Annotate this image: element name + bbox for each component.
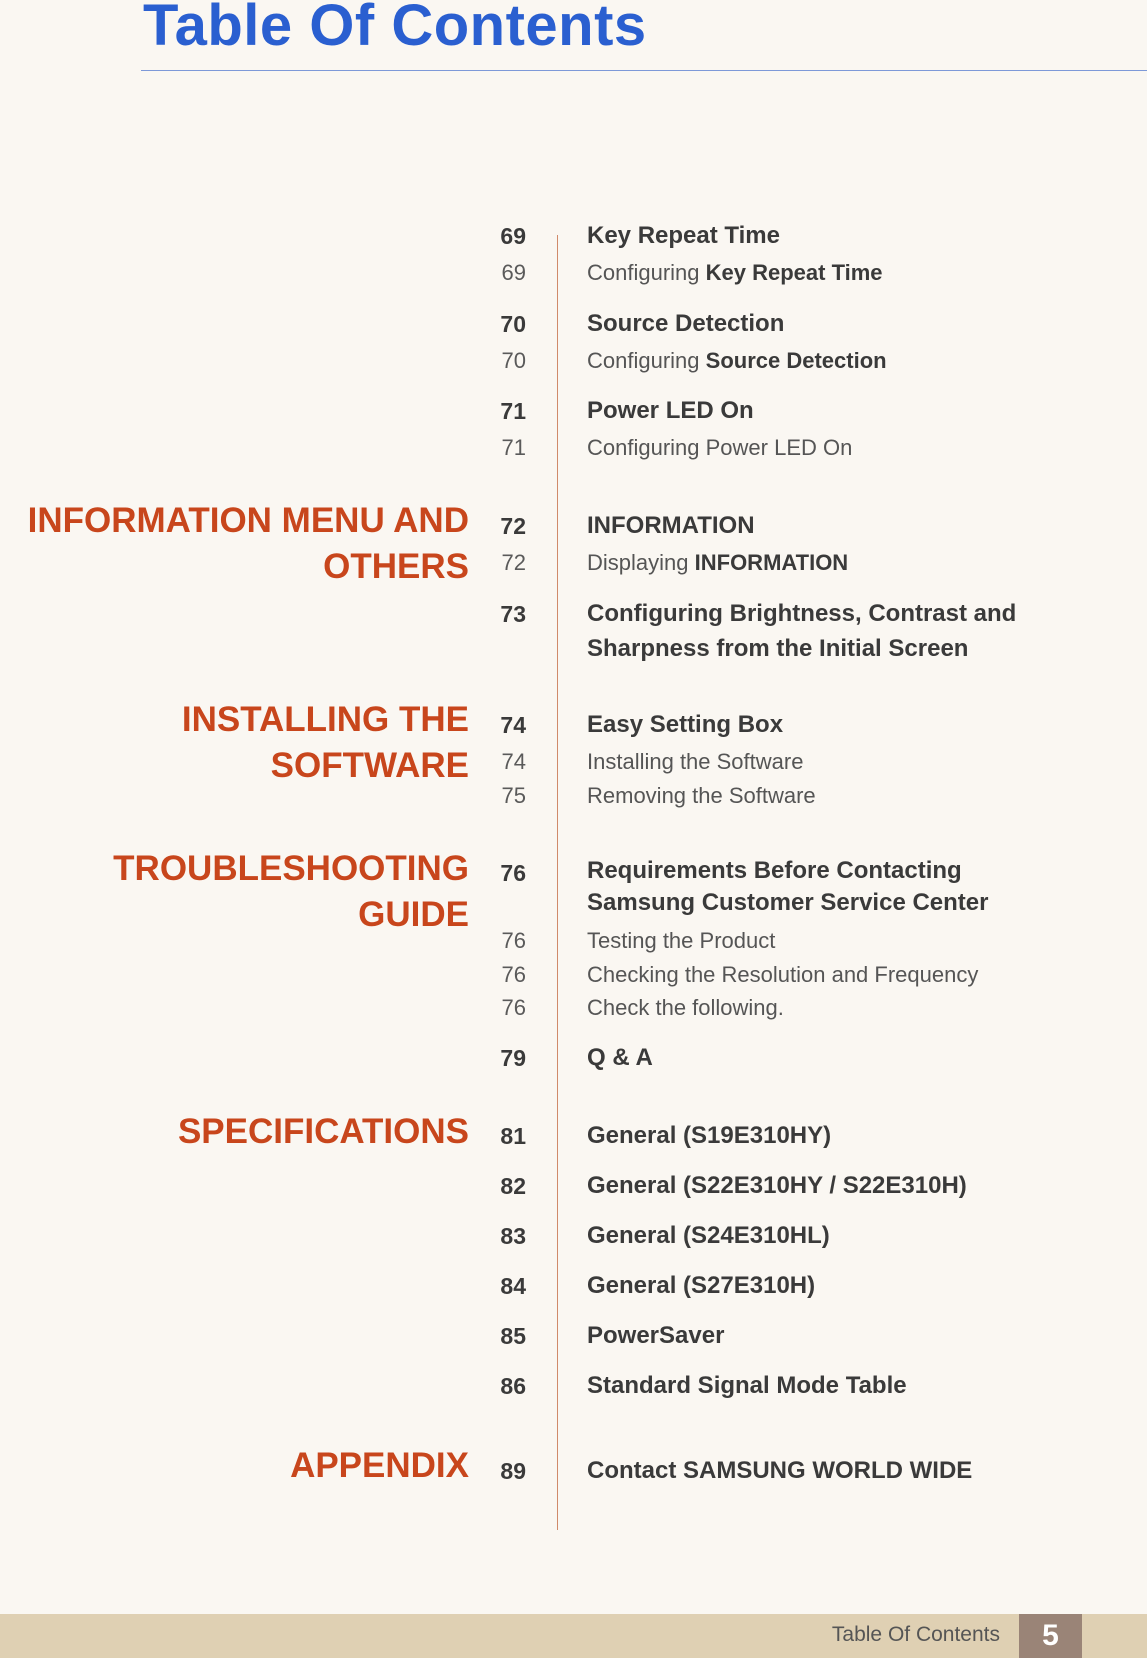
entry-prefix: Displaying (587, 550, 689, 575)
section-line: INFORMATION MENU AND (27, 501, 469, 540)
section-appendix[interactable] (290, 1443, 469, 1489)
entry-bold: INFORMATION (694, 550, 849, 575)
page-number: 76 (501, 995, 526, 1020)
page-number: 85 (500, 1323, 526, 1349)
entry-bold: Source Detection (705, 348, 887, 373)
toc-subentry-configuring-power-led-on[interactable]: Configuring Power LED On (587, 435, 853, 460)
page-number: 84 (500, 1273, 526, 1299)
toc-subentry-check-following[interactable]: Check the following. (587, 995, 784, 1020)
page-number: 72 (501, 550, 526, 575)
footer-label: Table Of Contents (831, 1623, 1000, 1646)
section-information-menu[interactable] (28, 498, 469, 590)
page-number: 76 (500, 860, 526, 886)
toc-subentry-checking-resolution[interactable]: Checking the Resolution and Frequency (587, 962, 979, 987)
title-divider (141, 70, 1147, 71)
section-installing-software[interactable] (182, 697, 469, 789)
page-number: 75 (501, 783, 526, 808)
section-line: TROUBLESHOOTING (113, 849, 469, 888)
entry-line: Samsung Customer Service Center (587, 889, 989, 916)
toc-entry-contact-samsung[interactable]: Contact SAMSUNG WORLD WIDE (587, 1457, 973, 1484)
page-number: 74 (500, 712, 526, 738)
entry-line: Requirements Before Contacting (587, 857, 962, 884)
entry-prefix: Configuring (587, 260, 700, 285)
toc-entry-requirements-before-contacting[interactable] (587, 855, 1067, 919)
page-number: 69 (500, 223, 526, 249)
page-number: 74 (501, 749, 526, 774)
section-line: APPENDIX (290, 1446, 469, 1485)
column-divider (557, 235, 558, 1530)
toc-entry-configuring-brightness[interactable] (587, 596, 1067, 666)
entry-bold: Key Repeat Time (705, 260, 883, 285)
toc-entry-standard-signal-mode-table[interactable]: Standard Signal Mode Table (587, 1372, 907, 1399)
page-number: 89 (500, 1458, 526, 1484)
toc-entry-key-repeat-time[interactable]: Key Repeat Time (587, 222, 780, 249)
page-number: 76 (501, 928, 526, 953)
toc-subentry-configuring-key-repeat-time[interactable] (587, 258, 1067, 288)
page-number: 70 (500, 311, 526, 337)
toc-subentry-configuring-source-detection[interactable] (587, 346, 1067, 376)
page-number: 82 (500, 1173, 526, 1199)
section-line: SPECIFICATIONS (177, 1112, 469, 1151)
toc-entry-source-detection[interactable]: Source Detection (587, 310, 785, 337)
page-number: 69 (501, 260, 526, 285)
toc-entry-general-s22e310hy[interactable]: General (S22E310HY / S22E310H) (587, 1172, 967, 1199)
toc-subentry-displaying-information[interactable] (587, 548, 1067, 578)
entry-line: Configuring Brightness, Contrast and (587, 600, 1017, 627)
toc-entry-general-s19e310hy[interactable]: General (S19E310HY) (587, 1122, 832, 1149)
section-troubleshooting[interactable] (113, 846, 469, 938)
toc-entry-powersaver[interactable]: PowerSaver (587, 1322, 725, 1349)
toc-entry-easy-setting-box[interactable]: Easy Setting Box (587, 711, 784, 738)
page-number: 73 (500, 601, 526, 627)
page-number-badge: 5 (1019, 1614, 1082, 1658)
toc-subentry-removing-software[interactable]: Removing the Software (587, 783, 816, 808)
section-line: SOFTWARE (270, 746, 469, 785)
section-line: GUIDE (358, 895, 469, 934)
toc-entry-q-and-a[interactable]: Q & A (587, 1044, 653, 1071)
entry-prefix: Configuring (587, 348, 700, 373)
toc-entry-general-s24e310hl[interactable]: General (S24E310HL) (587, 1222, 830, 1249)
page-number: 76 (501, 962, 526, 987)
toc-entry-information[interactable]: INFORMATION (587, 512, 755, 539)
toc-subentry-installing-software[interactable]: Installing the Software (587, 749, 804, 774)
toc-entry-general-s27e310h[interactable]: General (S27E310H) (587, 1272, 816, 1299)
entry-line: Sharpness from the Initial Screen (587, 635, 969, 662)
page-number: 83 (500, 1223, 526, 1249)
page-number: 72 (500, 513, 526, 539)
page-number: 71 (501, 435, 526, 460)
section-line: OTHERS (323, 547, 469, 586)
toc-subentry-testing-product[interactable]: Testing the Product (587, 928, 776, 953)
page-number: 79 (500, 1045, 526, 1071)
section-line: INSTALLING THE (181, 700, 469, 739)
page-number: 71 (500, 398, 526, 424)
page-number: 86 (500, 1373, 526, 1399)
page-title: Table Of Contents (143, 0, 647, 58)
section-specifications[interactable] (178, 1109, 469, 1155)
toc-entry-power-led-on[interactable]: Power LED On (587, 397, 754, 424)
page-number: 81 (500, 1123, 526, 1149)
page-number: 70 (501, 348, 526, 373)
